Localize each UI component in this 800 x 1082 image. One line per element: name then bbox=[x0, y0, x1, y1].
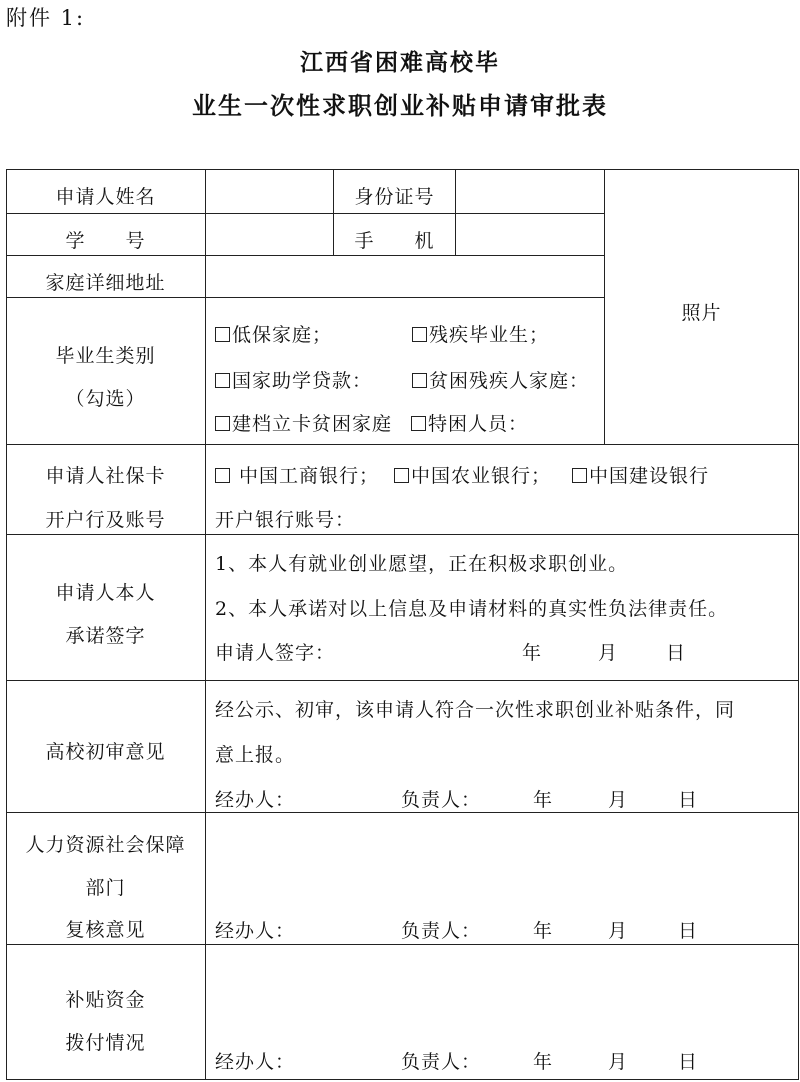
hr-handler-label: 经办人： bbox=[215, 920, 296, 942]
hr-review-label-3: 复核意见 bbox=[65, 919, 146, 941]
id-number-label: 身份证号 bbox=[354, 186, 435, 208]
address-field[interactable] bbox=[207, 257, 603, 296]
form-title-line2: 业生一次性求职创业补贴申请审批表 bbox=[192, 92, 608, 120]
school-day: 日 bbox=[678, 789, 699, 811]
pledge-statement-1: 1、本人有就业创业愿望，正在积极求职创业。 bbox=[215, 553, 629, 575]
fund-day: 日 bbox=[678, 1051, 699, 1073]
category-label: 毕业生类别 bbox=[55, 345, 156, 367]
attachment-label: 附件 1: bbox=[6, 6, 86, 30]
category-option-student-loan[interactable]: 国家助学贷款： bbox=[215, 366, 372, 393]
pledge-signature-label: 承诺签字 bbox=[65, 625, 146, 647]
photo-label: 照片 bbox=[681, 302, 722, 324]
checkbox-icon[interactable] bbox=[215, 327, 230, 342]
pledge-month: 月 bbox=[598, 642, 619, 664]
hr-year: 年 bbox=[533, 920, 554, 942]
bank-option-ccb[interactable]: 中国建设银行 bbox=[572, 461, 709, 488]
form-title-line1: 江西省困难高校毕 bbox=[300, 50, 500, 76]
student-id-field[interactable] bbox=[207, 215, 332, 254]
fund-label-2: 拨付情况 bbox=[65, 1032, 146, 1054]
pledge-year: 年 bbox=[522, 642, 543, 664]
checkbox-icon[interactable] bbox=[572, 468, 587, 483]
hr-review-label-2: 部门 bbox=[85, 877, 126, 899]
school-handler-label: 经办人： bbox=[215, 789, 296, 811]
checkbox-icon[interactable] bbox=[412, 327, 427, 342]
fund-label-1: 补贴资金 bbox=[65, 989, 146, 1011]
checkbox-icon[interactable] bbox=[215, 373, 230, 388]
category-option-special-hardship[interactable]: 特困人员： bbox=[411, 409, 528, 436]
checkbox-icon[interactable] bbox=[411, 416, 426, 431]
category-option-dibao[interactable]: 低保家庭； bbox=[215, 320, 332, 347]
checkbox-icon[interactable] bbox=[394, 468, 409, 483]
address-label: 家庭详细地址 bbox=[45, 272, 166, 294]
hr-day: 日 bbox=[678, 920, 699, 942]
category-option-poor-disabled-family[interactable]: 贫困残疾人家庭： bbox=[412, 366, 589, 393]
school-responsible-label: 负责人： bbox=[401, 789, 482, 811]
phone-label: 手 机 bbox=[354, 230, 435, 252]
checkbox-icon[interactable] bbox=[215, 416, 230, 431]
pledge-statement-2: 2、本人承诺对以上信息及申请材料的真实性负法律责任。 bbox=[215, 598, 729, 620]
phone-field[interactable] bbox=[457, 215, 603, 254]
category-option-registered-poor[interactable]: 建档立卡贫困家庭 bbox=[215, 409, 392, 436]
category-hint: （勾选） bbox=[65, 388, 146, 410]
school-year: 年 bbox=[533, 789, 554, 811]
school-month: 月 bbox=[608, 789, 629, 811]
checkbox-icon[interactable] bbox=[412, 373, 427, 388]
school-review-text-2: 意上报。 bbox=[215, 744, 296, 766]
school-review-label: 高校初审意见 bbox=[45, 741, 166, 763]
bank-account-label: 开户行及账号 bbox=[45, 509, 166, 531]
hr-month: 月 bbox=[608, 920, 629, 942]
category-option-disabled-grad[interactable]: 残疾毕业生； bbox=[412, 320, 549, 347]
pledge-day: 日 bbox=[666, 642, 687, 664]
fund-handler-label: 经办人： bbox=[215, 1051, 296, 1073]
bank-option-icbc[interactable]: 中国工商银行； bbox=[215, 461, 379, 488]
applicant-signature-label: 申请人签字： bbox=[215, 642, 336, 664]
fund-year: 年 bbox=[533, 1051, 554, 1073]
student-id-label: 学 号 bbox=[65, 230, 146, 252]
hr-review-label-1: 人力资源社会保障 bbox=[25, 834, 186, 856]
school-review-text-1: 经公示、初审，该申请人符合一次性求职创业补贴条件，同 bbox=[215, 699, 736, 721]
applicant-name-label: 申请人姓名 bbox=[55, 186, 156, 208]
bank-label: 申请人社保卡 bbox=[45, 465, 166, 487]
fund-month: 月 bbox=[608, 1051, 629, 1073]
bank-option-abc[interactable]: 中国农业银行； bbox=[394, 461, 551, 488]
hr-responsible-label: 负责人： bbox=[401, 920, 482, 942]
pledge-label: 申请人本人 bbox=[55, 582, 156, 604]
id-number-field[interactable] bbox=[457, 171, 603, 212]
bank-account-field-label: 开户银行账号： bbox=[215, 509, 356, 531]
applicant-name-field[interactable] bbox=[207, 171, 332, 212]
fund-responsible-label: 负责人： bbox=[401, 1051, 482, 1073]
checkbox-icon[interactable] bbox=[215, 468, 230, 483]
